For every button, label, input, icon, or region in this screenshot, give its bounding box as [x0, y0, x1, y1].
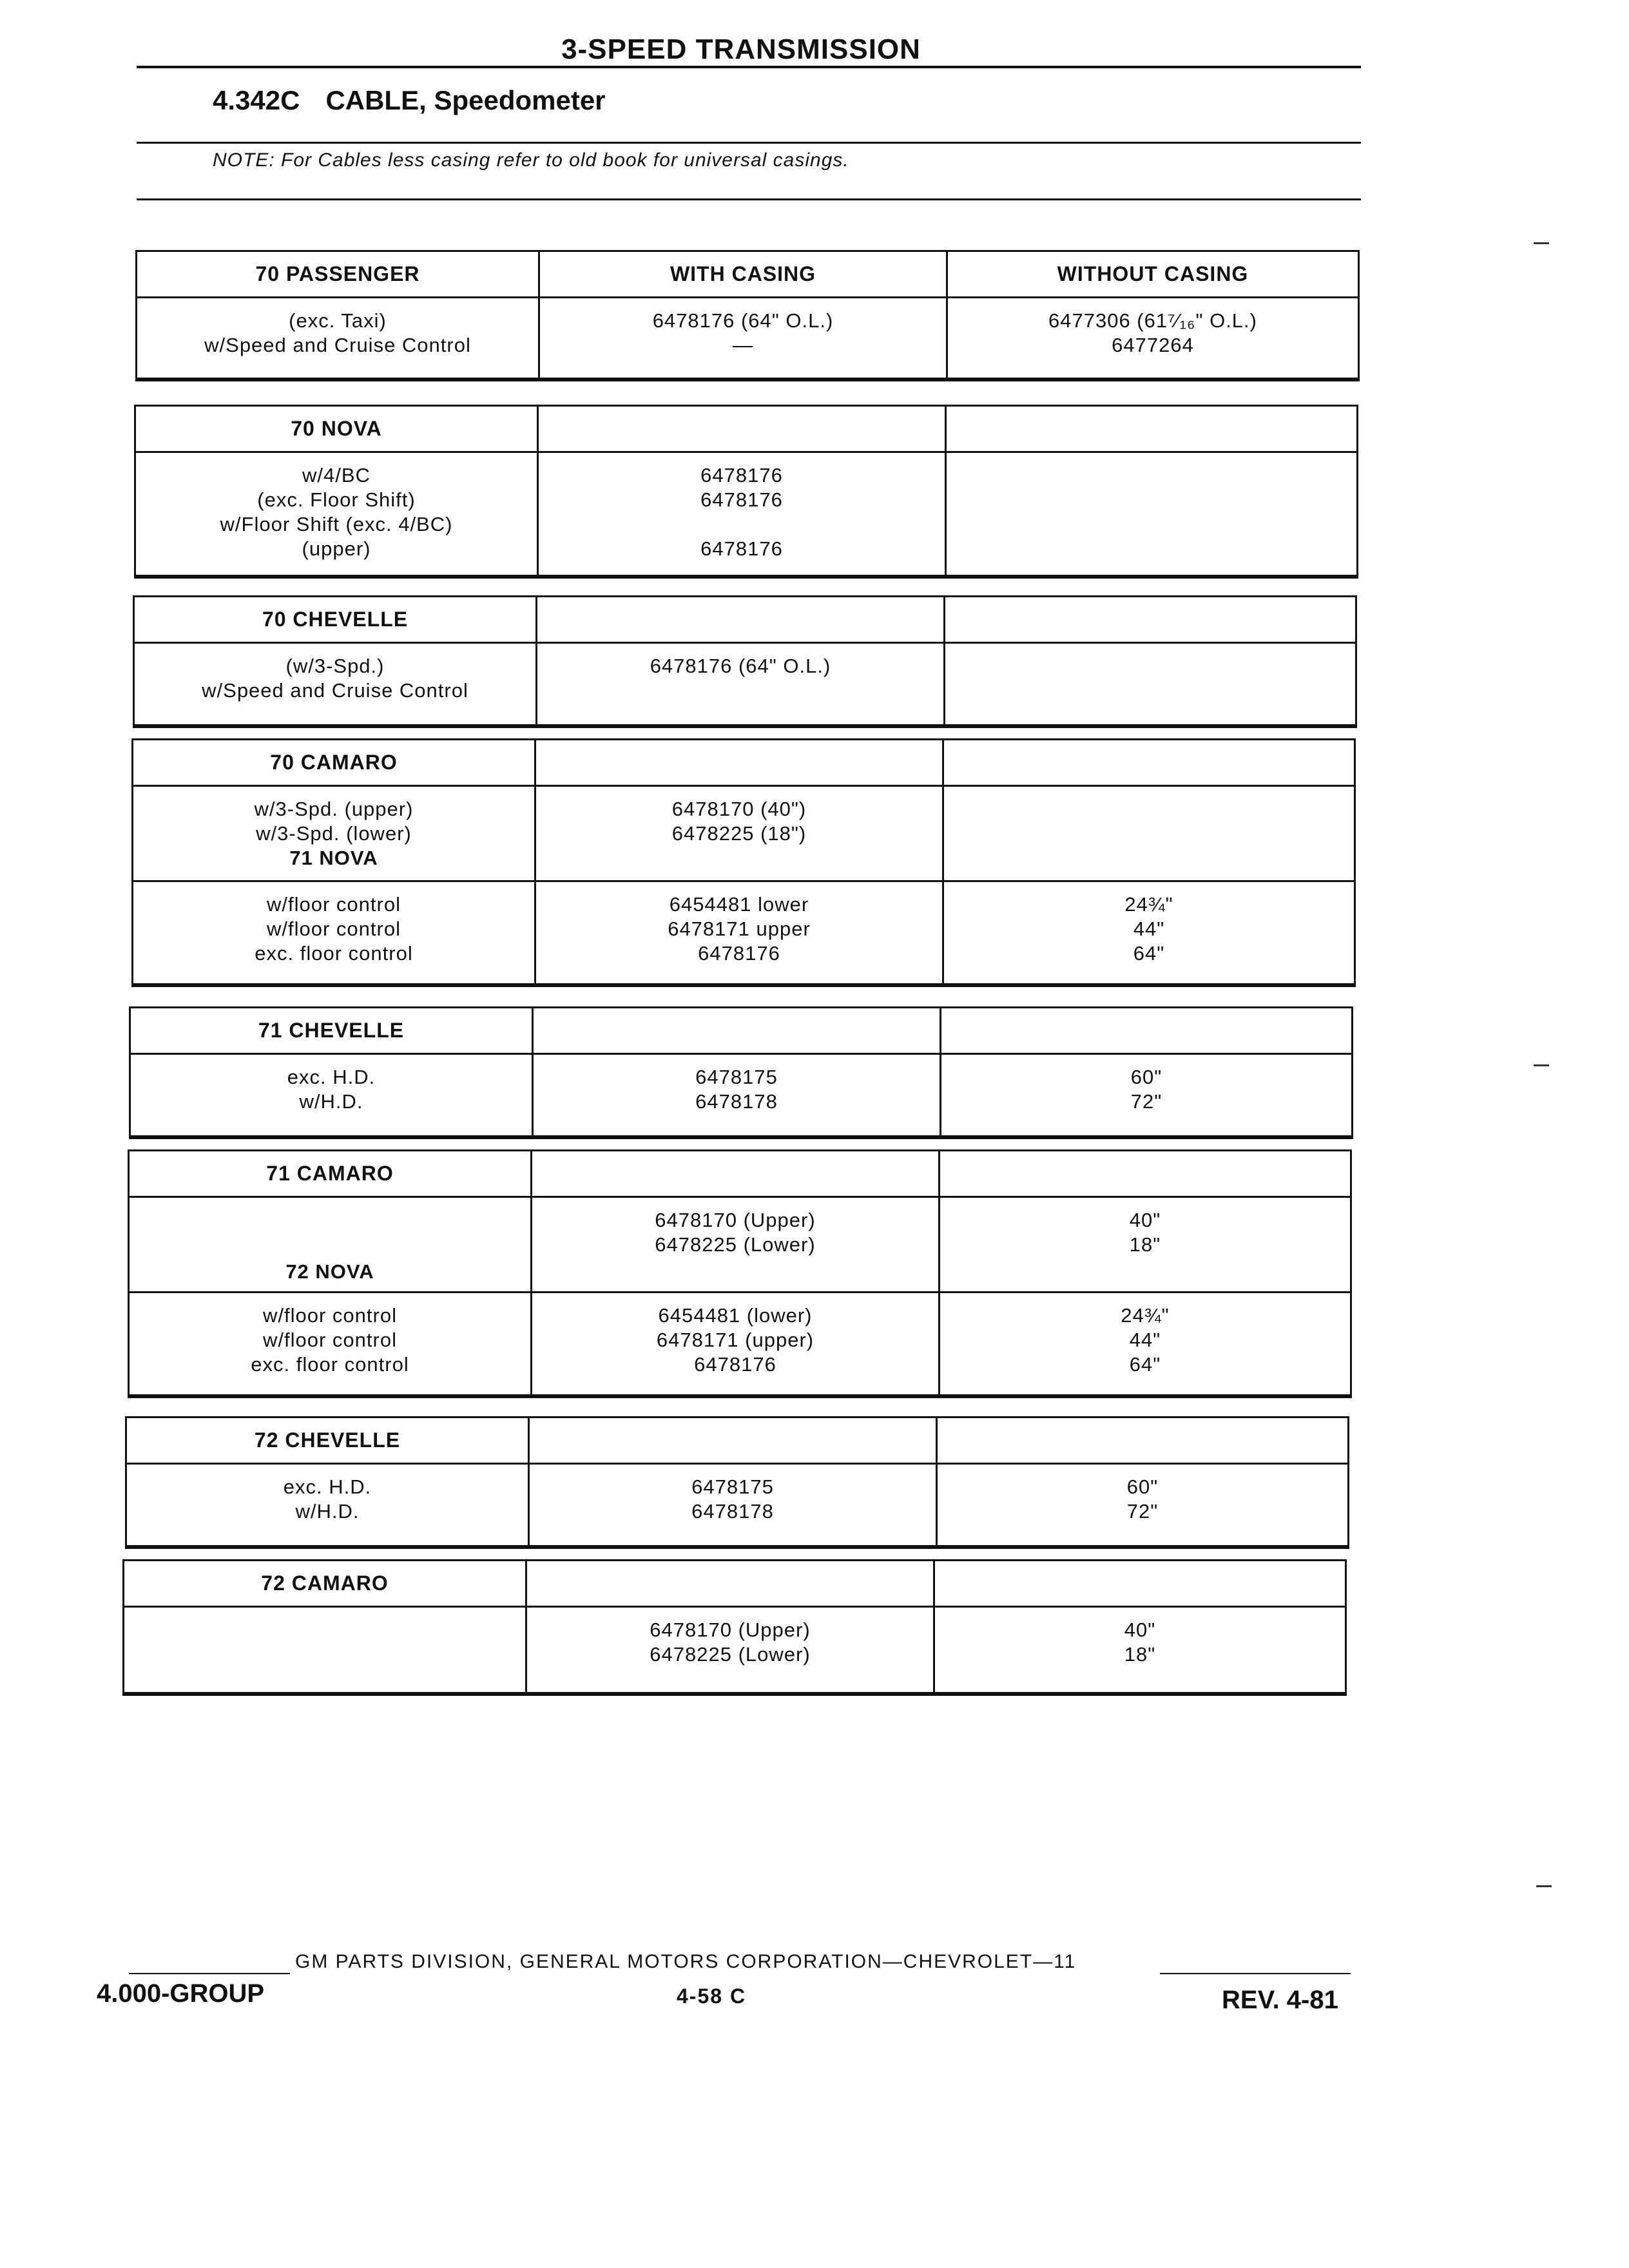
- column-divider: [943, 597, 945, 726]
- model-block: [129, 1006, 1353, 1139]
- without-casing-cell-line: 44": [1129, 1329, 1161, 1351]
- without-casing-cell: [944, 787, 1354, 880]
- description-cell: [130, 1293, 530, 1394]
- note-text: NOTE: For Cables less casing refer to old book for universal casings.: [213, 149, 849, 171]
- table-row: [131, 1055, 1351, 1137]
- description-cell-line: w/Floor Shift (exc. 4/BC): [220, 513, 453, 535]
- with-casing-cell-line: 6454481 lower: [669, 893, 809, 916]
- column-divider: [528, 1418, 530, 1547]
- description-cell-line: w/floor control: [267, 918, 401, 940]
- with-casing-cell-line: 6478176: [700, 537, 783, 560]
- column-divider: [535, 597, 537, 726]
- with-casing-cell-line: 6478178: [691, 1500, 774, 1523]
- with-casing-cell: [532, 1198, 938, 1291]
- model-heading: 70 PASSENGER: [255, 262, 420, 285]
- without-casing-cell: [940, 1293, 1350, 1394]
- without-casing-cell: [938, 1465, 1347, 1545]
- footer-group: 4.000-GROUP: [97, 1979, 265, 2008]
- with-casing-cell: [537, 644, 943, 724]
- with-casing-cell: [527, 1608, 933, 1692]
- header-rule-top: [137, 66, 1361, 68]
- model-block: [122, 1559, 1347, 1696]
- block-heading-row: [133, 740, 1354, 787]
- column-header-without-casing: WITHOUT CASING: [1057, 262, 1249, 285]
- with-casing-cell-line: 6478171 (upper): [656, 1329, 815, 1351]
- table-row: [124, 1608, 1345, 1694]
- without-casing-cell-line: 18": [1124, 1643, 1156, 1666]
- with-casing-cell-line: 6478176 (64" O.L.): [652, 309, 834, 332]
- model-subheading: 71 NOVA: [289, 847, 378, 869]
- with-casing-cell-line: 6478225 (Lower): [655, 1233, 816, 1256]
- with-casing-cell-line: 6478176: [698, 942, 780, 965]
- margin-mark: [1534, 242, 1549, 244]
- description-cell-line: (exc. Floor Shift): [257, 488, 416, 511]
- with-casing-cell-line: 6478171 upper: [668, 918, 811, 940]
- column-divider: [942, 740, 944, 985]
- table-row: [135, 644, 1355, 726]
- with-casing-cell: [530, 1465, 936, 1545]
- description-cell-line: w/4/BC: [302, 464, 371, 486]
- without-casing-cell-line: 72": [1130, 1090, 1162, 1113]
- with-casing-cell-line: 6478176 (64" O.L.): [650, 655, 831, 677]
- description-cell: [131, 1055, 532, 1135]
- note-rule-bottom: [137, 198, 1361, 200]
- model-block: [133, 595, 1357, 728]
- without-casing-cell-line: 18": [1129, 1233, 1161, 1256]
- without-casing-cell-line: 60": [1130, 1066, 1162, 1088]
- section-heading: [213, 85, 631, 116]
- without-casing-cell-line: 6477264: [1112, 334, 1194, 356]
- column-divider: [537, 407, 539, 577]
- with-casing-cell-line: 6454481 (lower): [658, 1304, 813, 1327]
- section-number: 4.342C: [213, 85, 300, 115]
- without-casing-cell: [948, 298, 1358, 378]
- description-cell-line: w/floor control: [263, 1304, 397, 1327]
- block-heading-row: [127, 1418, 1347, 1465]
- model-heading: 71 CHEVELLE: [258, 1019, 405, 1042]
- column-divider: [946, 252, 948, 380]
- model-subheading: 72 NOVA: [285, 1260, 374, 1283]
- column-divider: [945, 407, 947, 577]
- with-casing-cell-line: [539, 512, 945, 537]
- description-cell: [124, 1608, 525, 1692]
- footer-rule-left: [129, 1973, 290, 1974]
- without-casing-cell-line: 24¾": [1124, 893, 1173, 916]
- column-header-with-casing: WITH CASING: [670, 262, 816, 285]
- description-cell-line: (w/3-Spd.): [285, 655, 385, 677]
- description-cell-line: w/floor control: [267, 893, 401, 916]
- model-heading: 70 CHEVELLE: [262, 608, 409, 631]
- block-heading-row: [136, 407, 1356, 453]
- table-row: [130, 1293, 1350, 1396]
- without-casing-cell: [944, 882, 1354, 983]
- without-casing-cell: [940, 1198, 1350, 1291]
- with-casing-cell: [536, 882, 942, 983]
- without-casing-cell-line: 44": [1133, 918, 1165, 940]
- model-block: [128, 1149, 1352, 1398]
- description-cell-line: w/Speed and Cruise Control: [204, 334, 471, 356]
- with-casing-cell-line: 6478225 (18"): [671, 822, 807, 845]
- with-casing-cell-line: 6478170 (40"): [671, 798, 807, 820]
- without-casing-cell: [935, 1608, 1345, 1692]
- without-casing-cell: [947, 453, 1356, 575]
- without-casing-cell: [941, 1055, 1351, 1135]
- description-cell: [135, 644, 535, 724]
- block-heading-row: [131, 1008, 1351, 1055]
- with-casing-cell-line: 6478178: [695, 1090, 778, 1113]
- column-divider: [530, 1151, 532, 1396]
- description-cell: [127, 1465, 528, 1545]
- with-casing-cell-line: 6478170 (Upper): [655, 1209, 816, 1231]
- with-casing-cell-line: 6478175: [695, 1066, 778, 1088]
- without-casing-cell-line: 6477306 (61⁷⁄₁₆" O.L.): [1048, 309, 1257, 332]
- description-cell-line: w/H.D.: [299, 1090, 363, 1113]
- description-cell-line: (exc. Taxi): [289, 309, 387, 332]
- description-cell-line: exc. floor control: [251, 1353, 409, 1376]
- column-divider: [936, 1418, 938, 1547]
- without-casing-cell: [945, 644, 1355, 724]
- description-cell: [133, 882, 534, 983]
- with-casing-cell: [532, 1293, 938, 1394]
- with-casing-cell-line: 6478225 (Lower): [650, 1643, 811, 1666]
- model-heading: 72 CAMARO: [261, 1571, 389, 1595]
- model-block: [125, 1416, 1349, 1549]
- column-divider: [538, 252, 540, 380]
- table-row: [133, 787, 1354, 882]
- block-heading-row: [130, 1151, 1350, 1198]
- without-casing-cell-line: 40": [1129, 1209, 1161, 1231]
- with-casing-cell-line: 6478176: [700, 488, 783, 511]
- model-block: [135, 250, 1360, 381]
- margin-mark: [1536, 1885, 1552, 1887]
- block-heading-row: [137, 252, 1358, 298]
- column-divider: [534, 740, 536, 985]
- without-casing-cell-line: 24¾": [1121, 1304, 1170, 1327]
- description-cell-line: w/Speed and Cruise Control: [202, 679, 468, 702]
- description-cell-line: w/3-Spd. (lower): [256, 822, 412, 845]
- with-casing-cell: [540, 298, 946, 378]
- footer-publisher: GM PARTS DIVISION, GENERAL MOTORS CORPORATION—CHEVROLET—11: [295, 1951, 1077, 1972]
- without-casing-cell-line: 60": [1126, 1475, 1159, 1498]
- block-heading-row: [124, 1561, 1345, 1608]
- with-casing-cell: [536, 787, 942, 880]
- column-divider: [938, 1151, 940, 1396]
- model-heading: 70 CAMARO: [270, 751, 398, 774]
- model-heading: 70 NOVA: [291, 417, 382, 440]
- without-casing-cell-line: 72": [1126, 1500, 1159, 1523]
- footer-rule-right: [1160, 1973, 1351, 1974]
- with-casing-cell-line: 6478170 (Upper): [650, 1619, 811, 1641]
- column-divider: [525, 1561, 527, 1694]
- footer-page-number: 4-58 C: [677, 1984, 747, 2008]
- with-casing-cell-line: 6478176: [694, 1353, 776, 1376]
- description-cell: [137, 298, 538, 378]
- section-name: CABLE, Speedometer: [325, 85, 606, 115]
- without-casing-cell-line: 64": [1129, 1353, 1161, 1376]
- description-cell-line: exc. H.D.: [287, 1066, 376, 1088]
- description-cell: [136, 453, 537, 575]
- with-casing-cell-line: 6478175: [691, 1475, 774, 1498]
- page-title: 3-SPEED TRANSMISSION: [561, 34, 921, 65]
- table-row: [136, 453, 1356, 577]
- column-divider: [940, 1008, 941, 1137]
- description-cell-line: exc. floor control: [255, 942, 413, 965]
- with-casing-cell-line: 6478176: [700, 464, 783, 486]
- column-divider: [532, 1008, 534, 1137]
- description-cell-line: (upper): [302, 537, 371, 560]
- with-casing-cell: [539, 453, 945, 575]
- table-row: [127, 1465, 1347, 1547]
- margin-mark: [1534, 1064, 1549, 1066]
- description-cell: [130, 1198, 530, 1291]
- footer-revision: REV. 4-81: [1222, 1986, 1338, 2014]
- description-cell: [133, 787, 534, 880]
- table-row: [133, 882, 1354, 985]
- model-block: [134, 405, 1358, 579]
- with-casing-cell-line: —: [733, 334, 753, 356]
- note-rule-top: [137, 142, 1361, 144]
- without-casing-cell-line: 40": [1124, 1619, 1156, 1641]
- description-cell-line: exc. H.D.: [283, 1475, 372, 1498]
- block-heading-row: [135, 597, 1355, 644]
- model-heading: 71 CAMARO: [266, 1162, 394, 1185]
- description-cell-line: w/H.D.: [295, 1500, 360, 1523]
- description-cell-line: w/floor control: [263, 1329, 397, 1351]
- with-casing-cell: [534, 1055, 940, 1135]
- description-cell-line: w/3-Spd. (upper): [254, 798, 414, 820]
- table-row: [130, 1198, 1350, 1293]
- model-block: [131, 738, 1356, 987]
- model-heading: 72 CHEVELLE: [254, 1428, 401, 1452]
- column-divider: [933, 1561, 935, 1694]
- without-casing-cell-line: 64": [1133, 942, 1165, 965]
- table-row: [137, 298, 1358, 380]
